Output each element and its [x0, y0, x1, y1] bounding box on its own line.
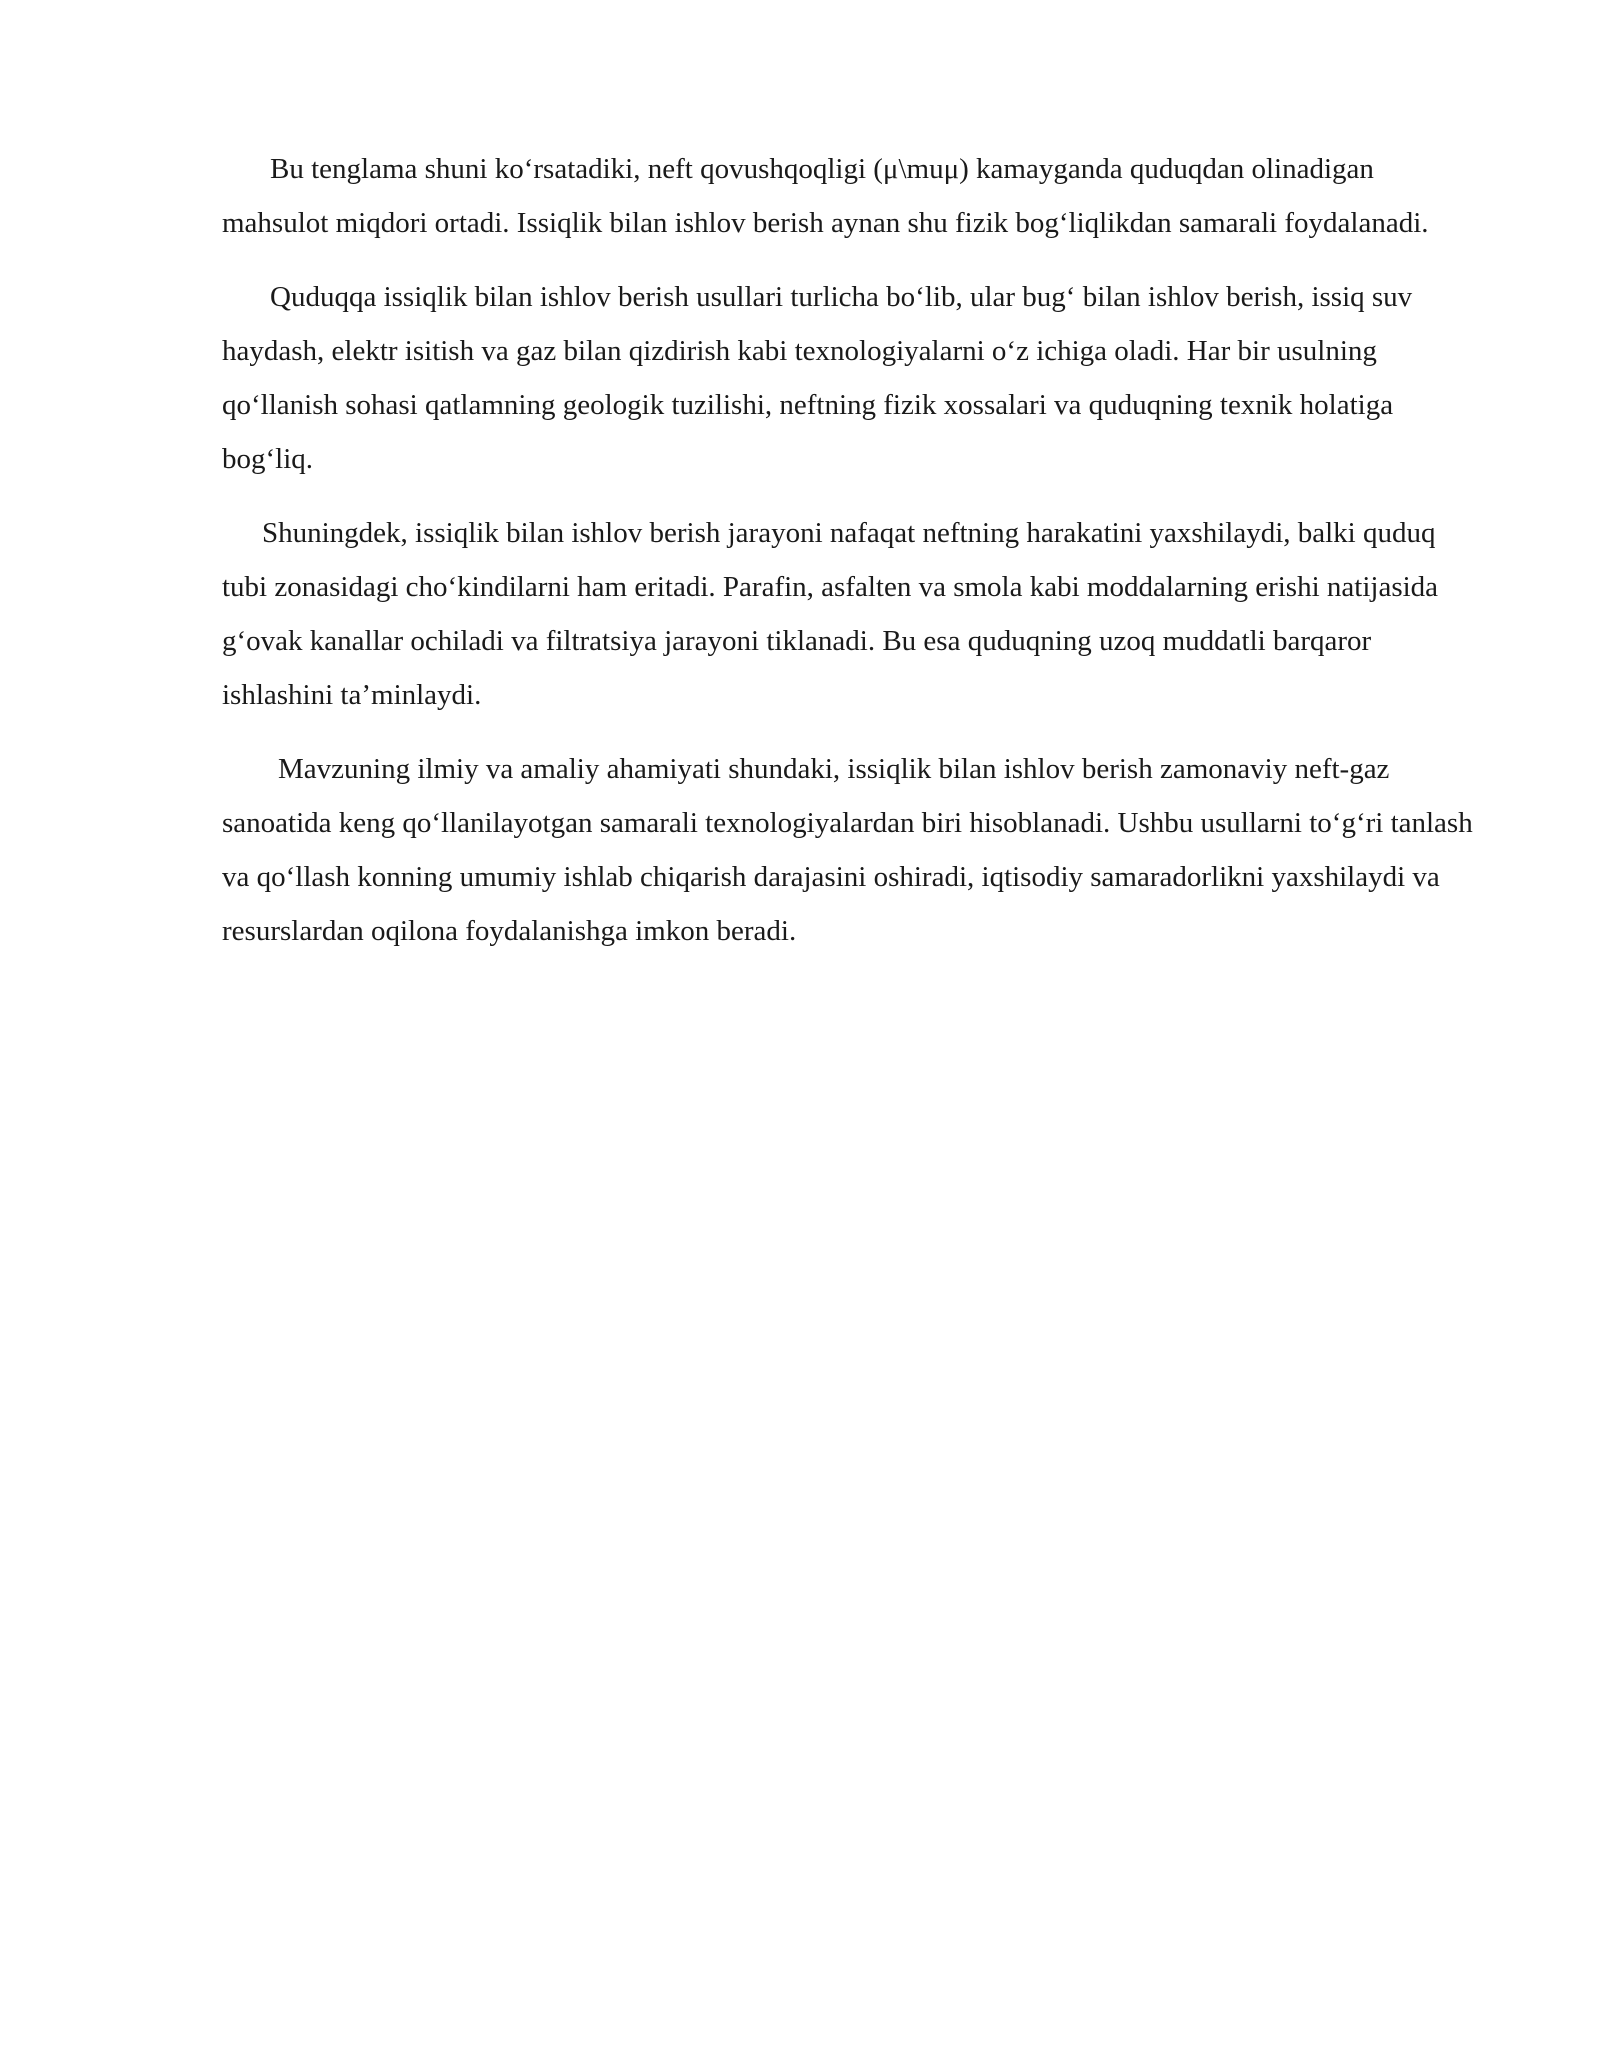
- document-body: [222, 142, 1484, 978]
- paragraph-significance: Mavzuning ilmiy va amaliy ahamiyati shundaki, issiqlik bilan ishlov berish zamonaviy neft-gaz sanoatida keng qoʻllanilayotgan samarali texnologiyalardan biri hisoblanadi. Ushbu usullarni toʻgʻri tanlash va qoʻllash konning umumiy ishlab chiqarish darajasini oshiradi, iqtisodiy samaradorlikni yaxshilaydi va resurslardan oqilona foydalanishga imkon beradi.: [222, 753, 1473, 947]
- paragraph-deposit-melting: Shuningdek, issiqlik bilan ishlov berish jarayoni nafaqat neftning harakatini yaxshilaydi, balki quduq tubi zonasidagi choʻkindilarni ham eritadi. Parafin, asfalten va smola kabi moddalarning erishi natijasida gʻovak kanallar ochiladi va filtratsiya jarayoni tiklanadi. Bu esa quduqning uzoq muddatli barqaror ishlashini ta’minlaydi.: [222, 517, 1439, 711]
- paragraph-thermal-methods: Quduqqa issiqlik bilan ishlov berish usullari turlicha boʻlib, ular bugʻ bilan ishlov berish, issiq suv haydash, elektr isitish va gaz bilan qizdirish kabi texnologiyalarni oʻz ichiga oladi. Har bir usulning qoʻllanish sohasi qatlamning geologik tuzilishi, neftning fizik xossalari va quduqning texnik holatiga bogʻliq.: [222, 281, 1413, 475]
- paragraph-viscosity-equation: Bu tenglama shuni koʻrsatadiki, neft qovushqoqligi (μ\muμ) kamayganda quduqdan olinadigan mahsulot miqdori ortadi. Issiqlik bilan ishlov berish aynan shu fizik bogʻliqlikdan samarali foydalanadi.: [222, 153, 1429, 239]
